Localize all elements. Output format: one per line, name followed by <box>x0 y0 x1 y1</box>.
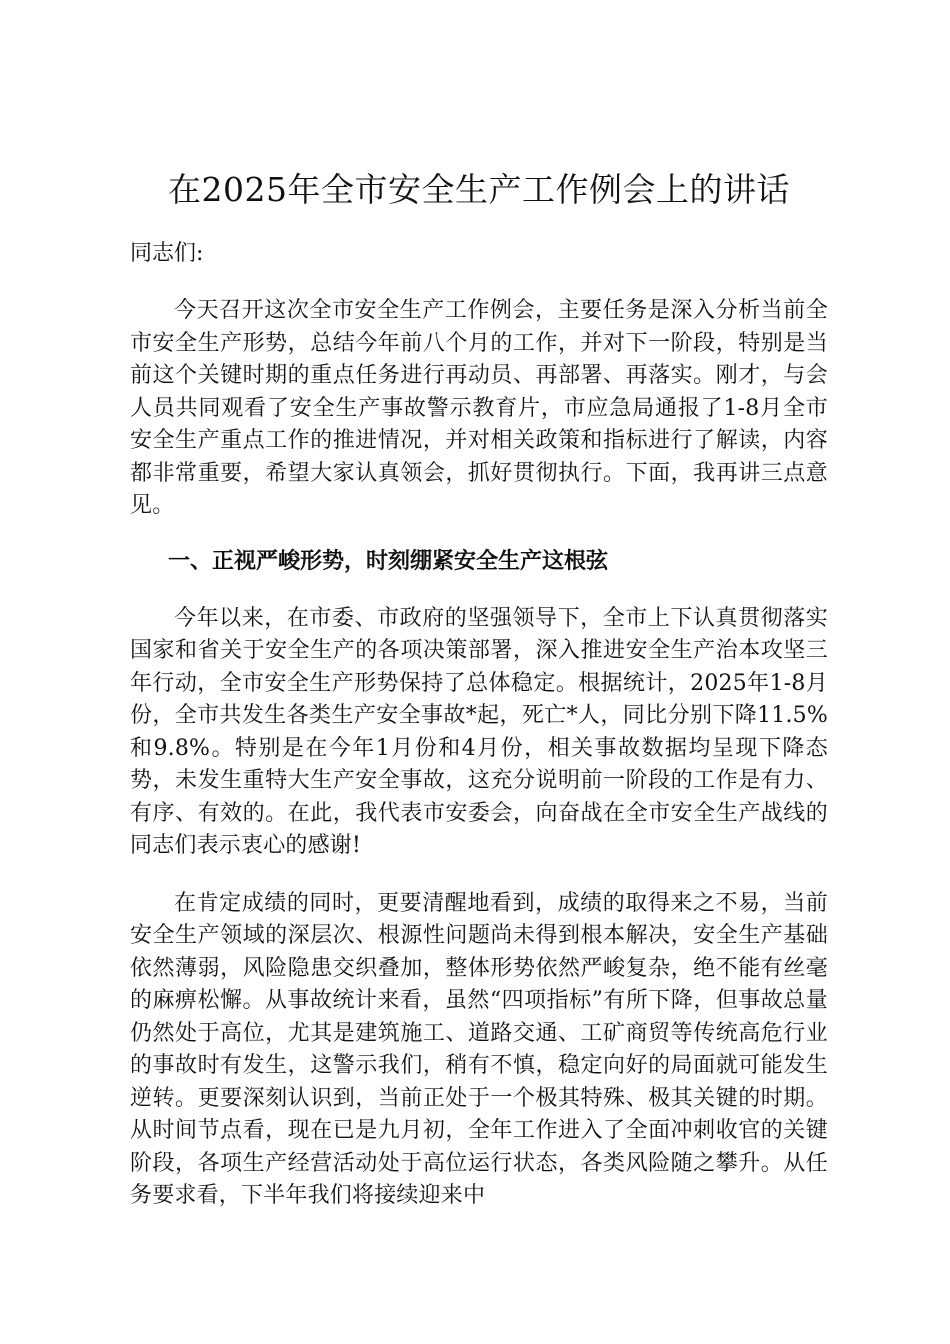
document-title: 在2025年全市安全生产工作例会上的讲话 <box>168 170 790 209</box>
document-page <box>130 168 828 1213</box>
section-1-paragraph-2: 在肯定成绩的同时，更要清醒地看到，成绩的取得来之不易，当前安全生产领域的深层次、根源性问题尚未得到根本解决，安全生产基础依然薄弱，风险隐患交织叠加，整体形势依然严峻复杂，绝不能有丝毫的麻痹松懈。从事故统计来看，虽然“四项指标”有所下降，但事故总量仍然处于高位，尤其是建筑施工、道路交通、工矿商贸等传统高危行业的事故时有发生，这警示我们，稍有不慎，稳定向好的局面就可能发生逆转。更要深刻认识到，当前正处于一个极其特殊、极其关键的时期。从时间节点看，现在已是九月初，全年工作进入了全面冲刺收官的关键阶段，各项生产经营活动处于高位运行状态，各类风险随之攀升。从任务要求看，下半年我们将接续迎来中 <box>130 890 828 1208</box>
section-1-heading: 一、正视严峻形势，时刻绷紧安全生产这根弦 <box>168 548 609 574</box>
salutation: 同志们: <box>130 241 204 266</box>
intro-paragraph: 今天召开这次全市安全生产工作例会，主要任务是深入分析当前全市安全生产形势，总结今年前八个月的工作，并对下一阶段，特别是当前这个关键时期的重点任务进行再动员、再部署、再落实。刚才，与会人员共同观看了安全生产事故警示教育片，市应急局通报了1-8月全市安全生产重点工作的推进情况，并对相关政策和指标进行了解读，内容都非常重要，希望大家认真领会，抓好贯彻执行。下面，我再讲三点意见。 <box>130 298 828 518</box>
section-1-paragraph-1: 今年以来，在市委、市政府的坚强领导下，全市上下认真贯彻落实国家和省关于安全生产的各项决策部署，深入推进安全生产治本攻坚三年行动，全市安全生产形势保持了总体稳定。根据统计，2025年1-8月份，全市共发生各类生产安全事故*起，死亡*人，同比分别下降11.5%和9.8%。特别是在今年1月份和4月份，相关事故数据均呈现下降态势，未发生重特大生产安全事故，这充分说明前一阶段的工作是有力、有序、有效的。在此，我代表市安委会，向奋战在全市安全生产战线的同志们表示衷心的感谢! <box>130 605 828 858</box>
